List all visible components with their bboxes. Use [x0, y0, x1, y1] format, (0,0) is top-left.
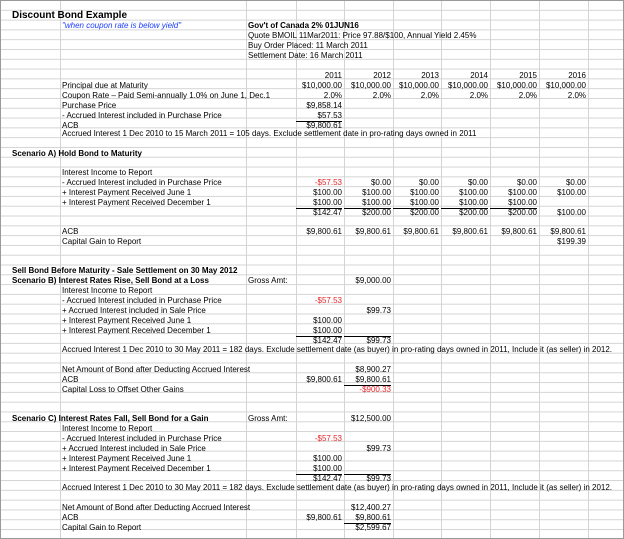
year-header: 2015: [519, 71, 537, 80]
bond-name: Gov't of Canada 2% 01JUN16: [248, 21, 359, 30]
a-cell: $100.00: [459, 188, 488, 197]
row-label: + Interest Payment Received June 1: [62, 316, 192, 325]
row-label: + Interest Payment Received December 1: [62, 198, 211, 207]
bond-quote: Quote BMOIL 11Mar2011: Price 97.88/$100, Annual Yield 2.45%: [248, 31, 477, 40]
coupon-cell: 2.0%: [323, 91, 342, 100]
net-value: $12,400.27: [350, 503, 391, 512]
a-acb: $9,800.61: [306, 227, 342, 236]
a-acb: $9,800.61: [452, 227, 488, 236]
a-cell: $0.00: [516, 178, 537, 187]
a-cell: $100.00: [410, 188, 439, 197]
settlement-date: Settlement Date: 16 March 2011: [248, 51, 363, 60]
a-cell: $100.00: [490, 198, 537, 209]
a-cell: $100.00: [362, 188, 391, 197]
capital-loss-label: Capital Loss to Offset Other Gains: [62, 385, 184, 394]
acb-label: ACB: [62, 121, 79, 130]
a-cell: $100.00: [393, 198, 439, 209]
net-value: $8,900.27: [355, 365, 391, 374]
accrued-note: Accrued Interest 1 Dec 2010 to 15 March 2011 = 105 days. Exclude settlement date in pro-rating days owned in 2011: [62, 129, 477, 138]
row-label: - Accrued Interest included in Purchase Price: [62, 296, 222, 305]
a-cell: $0.00: [418, 178, 439, 187]
principal-label: Principal due at Maturity: [62, 81, 148, 90]
scenario-c-title: Scenario C) Interest Rates Fall, Sell Bond for a Gain: [12, 414, 209, 423]
principal-cell: $10,000.00: [398, 81, 439, 90]
year-header: 2011: [324, 71, 342, 80]
income-label: Interest Income to Report: [62, 286, 153, 295]
scenario-b-title: Scenario B) Interest Rates Rise, Sell Bond at a Loss: [12, 276, 209, 285]
year-header: 2016: [568, 71, 586, 80]
a-cell: $100.00: [344, 198, 391, 209]
sheet-title: Discount Bond Example: [12, 10, 128, 21]
a-total: $100.00: [557, 208, 586, 217]
b-acb: $9,800.61: [306, 375, 342, 384]
row-label: + Interest Payment Received December 1: [62, 326, 211, 335]
gross-value: $12,500.00: [350, 414, 391, 423]
a-total: $142.47: [313, 208, 342, 217]
principal-cell: $10,000.00: [545, 81, 586, 90]
grid-line: [246, 0, 247, 539]
income-label: Interest Income to Report: [62, 168, 153, 177]
accrued-purchase-label: - Accrued Interest included in Purchase Price: [62, 111, 222, 120]
grid-line: [588, 0, 589, 539]
c-cell: $100.00: [313, 454, 342, 463]
row-label: + Interest Payment Received June 1: [62, 188, 192, 197]
capital-gain-label: Capital Gain to Report: [62, 237, 142, 246]
coupon-cell: 2.0%: [469, 91, 488, 100]
a-total: $200.00: [459, 208, 488, 217]
coupon-cell: 2.0%: [567, 91, 586, 100]
accrued-purchase-value: $57.53: [296, 111, 342, 122]
row-label: - Accrued Interest included in Purchase Price: [62, 434, 222, 443]
c-acb: $9,800.61: [344, 513, 391, 524]
capital-loss-value: -$900.33: [359, 385, 391, 394]
a-cell: $100.00: [313, 188, 342, 197]
sheet-subtitle: "when coupon rate is below yield": [62, 21, 182, 30]
accrued-note: Accrued Interest 1 Dec 2010 to 30 May 2011 = 182 days. Exclude settlement date (as buyer) in pro-rating days owned in 2011, Include it (as seller) in 2012.: [62, 345, 613, 354]
a-cell: $100.00: [441, 198, 488, 209]
acb-label: ACB: [62, 375, 79, 384]
capital-gain-label: Capital Gain to Report: [62, 523, 142, 532]
row-label: + Accrued Interest included in Sale Price: [62, 444, 206, 453]
a-cell: $0.00: [467, 178, 488, 187]
income-label: Interest Income to Report: [62, 424, 153, 433]
principal-cell: $10,000.00: [301, 81, 342, 90]
coupon-cell: 2.0%: [518, 91, 537, 100]
sell-title: Sell Bond Before Maturity - Sale Settlement on 30 May 2012: [12, 266, 238, 275]
row-label: + Interest Payment Received December 1: [62, 464, 211, 473]
gross-label: Gross Amt:: [248, 276, 288, 285]
capital-gain-value: $2,599.67: [355, 523, 391, 532]
b-acb: $9,800.61: [344, 375, 391, 386]
a-cell: [539, 198, 586, 208]
c-total: $99.73: [366, 474, 391, 483]
gross-label: Gross Amt:: [248, 414, 288, 423]
year-header: 2014: [470, 71, 488, 80]
a-cell: $0.00: [565, 178, 586, 187]
row-label: + Interest Payment Received June 1: [62, 454, 192, 463]
a-cell: $100.00: [508, 188, 537, 197]
row-label: + Accrued Interest included in Sale Price: [62, 306, 206, 315]
purchase-price-value: $9,858.14: [306, 101, 342, 110]
a-total: $200.00: [410, 208, 439, 217]
net-label: Net Amount of Bond after Deducting Accrued Interest: [62, 503, 251, 512]
b-cell: -$57.53: [314, 296, 342, 305]
principal-cell: $10,000.00: [496, 81, 537, 90]
a-acb: $9,800.61: [403, 227, 439, 236]
buy-order: Buy Order Placed: 11 March 2011: [248, 41, 368, 50]
c-cell: $100.00: [296, 464, 342, 475]
acb-label: ACB: [62, 513, 79, 522]
a-acb: $9,800.61: [550, 227, 586, 236]
b-cell: $100.00: [313, 316, 342, 325]
a-acb: $9,800.61: [501, 227, 537, 236]
b-cell: $99.73: [366, 306, 391, 315]
year-header: 2012: [373, 71, 391, 80]
gross-value: $9,000.00: [355, 276, 391, 285]
acb-label: ACB: [62, 227, 79, 236]
a-cell: $100.00: [296, 198, 342, 209]
a-acb: $9,800.61: [355, 227, 391, 236]
coupon-label: Coupon Rate – Paid Semi-annually 1.0% on June 1, Dec.1: [62, 91, 271, 100]
c-total: $142.47: [313, 474, 342, 483]
coupon-cell: 2.0%: [372, 91, 391, 100]
scenario-a-title: Scenario A) Hold Bond to Maturity: [12, 149, 142, 158]
c-cell: $99.73: [366, 444, 391, 453]
accrued-note: Accrued Interest 1 Dec 2010 to 30 May 2011 = 182 days. Exclude settlement date (as buyer) in pro-rating days owned in 2011, Include it (as seller) in 2012.: [62, 483, 613, 492]
principal-cell: $10,000.00: [350, 81, 391, 90]
a-total: $200.00: [362, 208, 391, 217]
b-total: $142.47: [313, 336, 342, 345]
b-cell: $100.00: [296, 326, 342, 337]
a-total: $200.00: [508, 208, 537, 217]
purchase-price-label: Purchase Price: [62, 101, 117, 110]
b-total: $99.73: [366, 336, 391, 345]
row-label: - Accrued Interest included in Purchase Price: [62, 178, 222, 187]
coupon-cell: 2.0%: [420, 91, 439, 100]
capital-gain-value: $199.39: [557, 237, 586, 246]
a-cell: $100.00: [557, 188, 586, 197]
c-acb: $9,800.61: [306, 513, 342, 522]
principal-cell: $10,000.00: [447, 81, 488, 90]
year-header: 2013: [421, 71, 439, 80]
c-cell: -$57.53: [314, 434, 342, 443]
a-cell: $0.00: [370, 178, 391, 187]
acb-value: $9,800.61: [306, 121, 342, 130]
net-label: Net Amount of Bond after Deducting Accrued Interest: [62, 365, 251, 374]
a-cell: -$57.53: [314, 178, 342, 187]
